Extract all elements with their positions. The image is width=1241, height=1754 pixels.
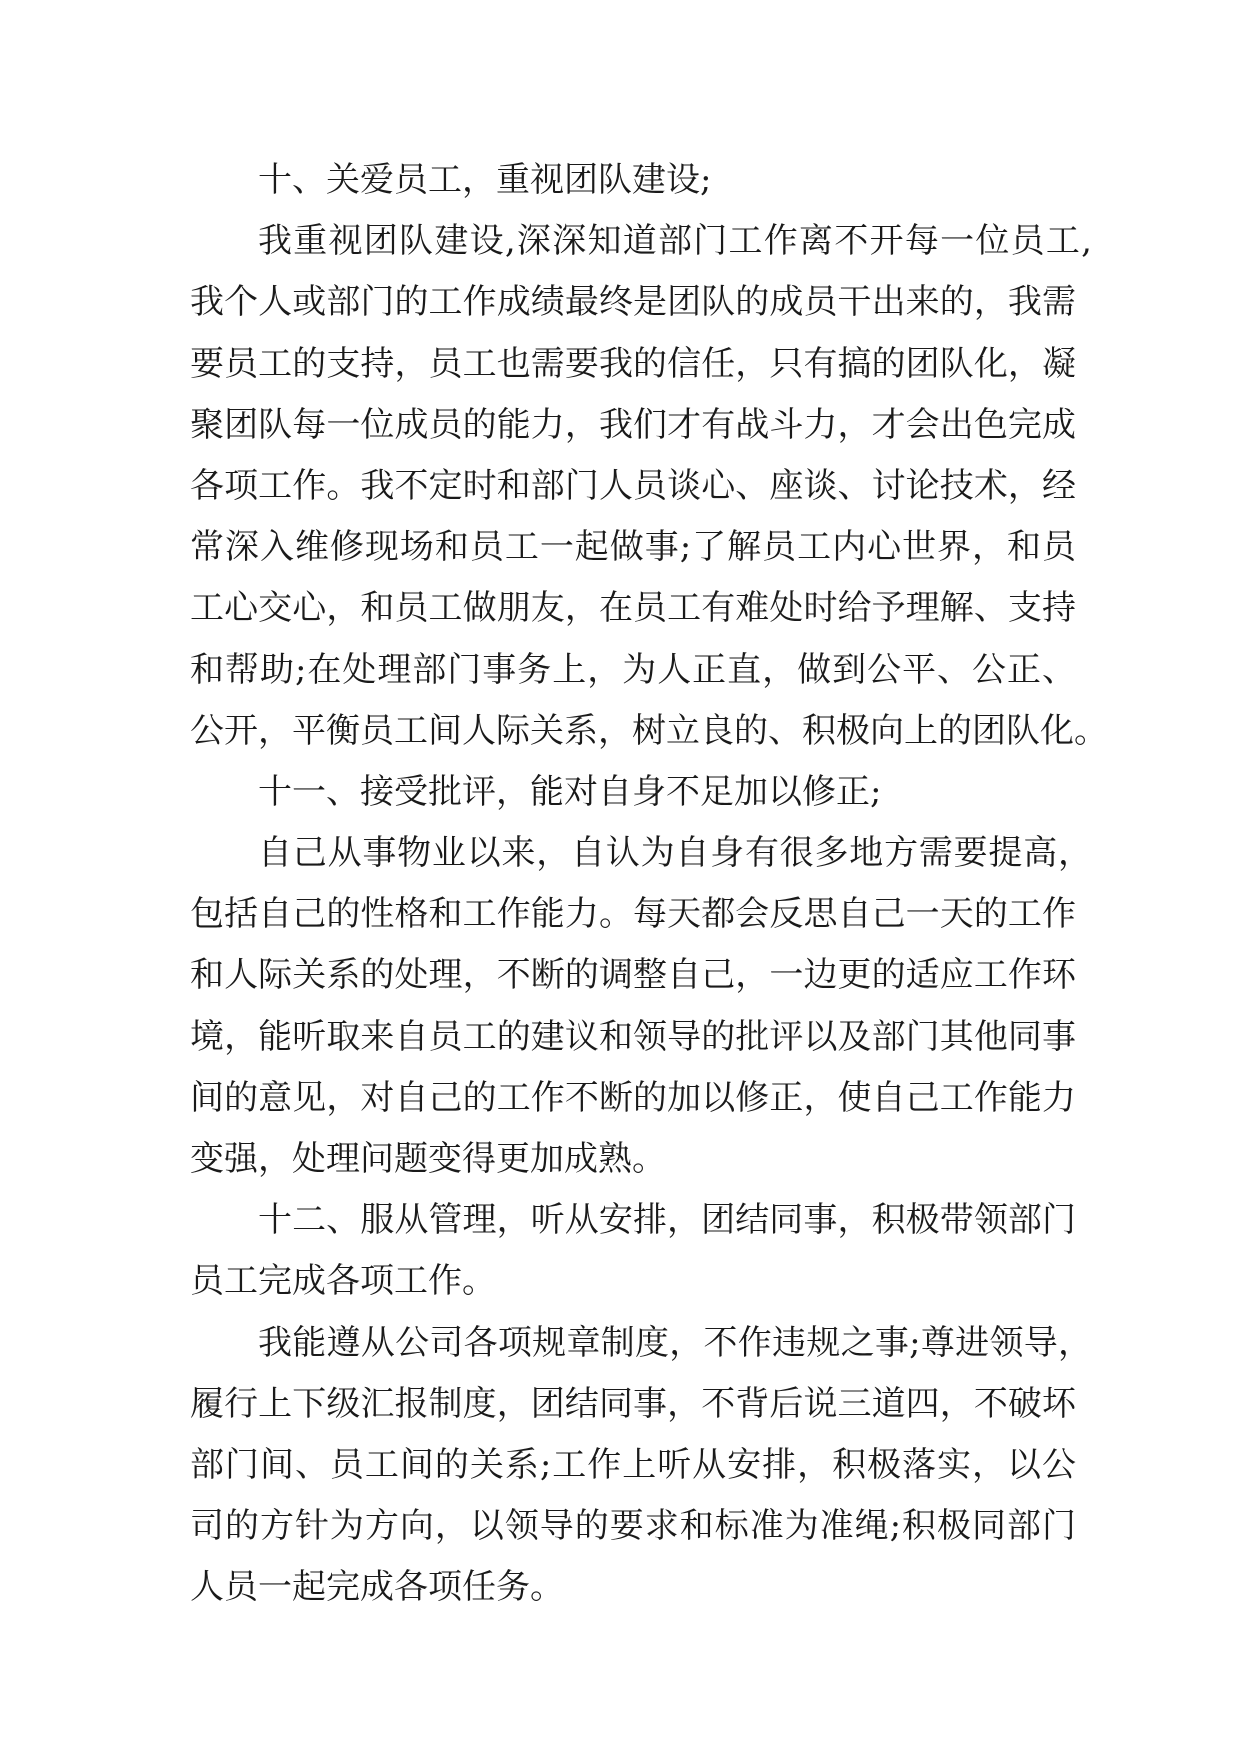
paragraph-line: 变强，处理问题变得更加成熟。 [190, 1139, 666, 1179]
section-heading-10: 十、关爱员工，重视团队建设; [258, 160, 712, 200]
paragraph-line: 聚团队每一位成员的能力，我们才有战斗力，才会出色完成 [190, 404, 1076, 445]
paragraph-line: 间的意见，对自己的工作不断的加以修正，使自己工作能力 [190, 1077, 1076, 1118]
paragraph-line: 人员一起完成各项任务。 [190, 1567, 564, 1608]
paragraph-line: 和帮助;在处理部门事务上，为人正直，做到公平、公正、 [190, 649, 1077, 690]
paragraph-line: 我能遵从公司各项规章制度，不作违规之事;尊进领导， [258, 1322, 1092, 1363]
paragraph-line: 各项工作。我不定时和部门人员谈心、座谈、讨论技术，经 [190, 465, 1076, 506]
paragraph-line: 公开，平衡员工间人际关系，树立良的、积极向上的团队化。 [190, 710, 1108, 751]
section-heading-12: 十二、服从管理，听从安排，团结同事，积极带领部门 [258, 1200, 1076, 1241]
paragraph-line: 常深入维修现场和员工一起做事;了解员工内心世界，和员 [190, 527, 1076, 568]
paragraph-line: 工心交心，和员工做朋友，在员工有难处时给予理解、支持 [190, 588, 1076, 629]
paragraph-line: 包括自己的性格和工作能力。每天都会反思自己一天的工作 [190, 894, 1076, 935]
paragraph-line: 司的方针为方向，以领导的要求和标准为准绳;积极同部门 [190, 1506, 1076, 1547]
paragraph-line: 我重视团队建设,深深知道部门工作离不开每一位员工, [258, 221, 1092, 262]
paragraph-line: 自己从事物业以来，自认为自身有很多地方需要提高， [258, 833, 1092, 874]
paragraph-line: 境，能听取来自员工的建议和领导的批评以及部门其他同事 [190, 1016, 1076, 1057]
section-heading-11: 十一、接受批评，能对自身不足加以修正; [258, 771, 882, 812]
paragraph-line: 和人际关系的处理，不断的调整自己，一边更的适应工作环 [190, 955, 1076, 996]
paragraph-line: 我个人或部门的工作成绩最终是团队的成员干出来的，我需 [190, 282, 1076, 323]
paragraph-line: 要员工的支持，员工也需要我的信任，只有搞的团队化，凝 [190, 343, 1076, 384]
paragraph-line: 部门间、员工间的关系;工作上听从安排，积极落实，以公 [190, 1444, 1076, 1485]
document-body [190, 150, 1108, 1619]
section-heading-12-cont: 员工完成各项工作。 [190, 1261, 496, 1302]
paragraph-line: 履行上下级汇报制度，团结同事，不背后说三道四，不破坏 [190, 1383, 1076, 1424]
